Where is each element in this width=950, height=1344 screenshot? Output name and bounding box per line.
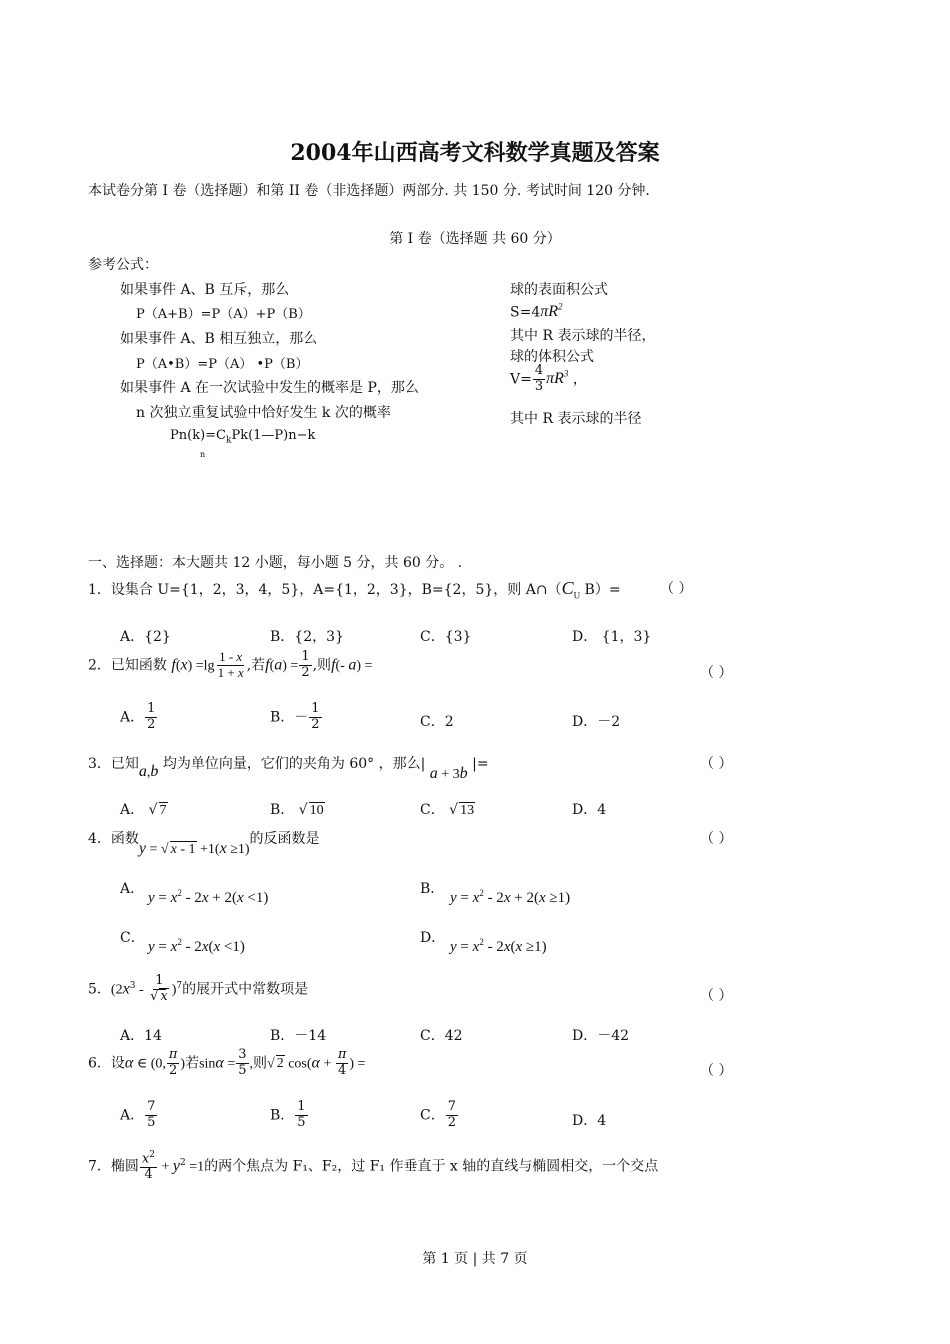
q7-prefix: 7．椭圆 [88,1158,139,1175]
binomial-n: n [200,450,206,459]
q3-option-b: B． √ 10 [270,802,324,818]
q6-prefix: 6．设 [88,1055,125,1072]
q1-option-c: C．{3} [420,629,472,645]
q7-tail: 的两个焦点为 F₁、F₂，过 F₁ 作垂直于 x 轴的直线与椭圆相交，一个交点 [204,1158,659,1175]
formula-left-6: n 次独立重复试验中恰好发生 k 次的概率 [136,405,391,421]
q4-option-d: $y = x^2 - 2x(x \ge 1)$ [450,937,547,955]
binomial-rhs: Pk(1—P)n−k [231,428,316,443]
q3-prefix: 3．已知 [88,756,139,772]
formula-left-4: P（A•B）=P（A） •P（B） [136,357,309,372]
q1-option-d: D． {1，3} [572,629,652,645]
q4-answer-paren: （ ） [700,831,733,847]
question-3: 3．已知a,b 均为单位向量，它们的夹角为 60° ，那么| a + 3b |= [88,756,489,782]
q2-option-b: B．－ $\frac{1}{2}$ [270,701,320,732]
q3-option-c: C． √ 13 [420,802,475,818]
q5-option-c: C．42 [420,1028,463,1044]
sphere-area-rhs: $\pi R^2$ [540,302,563,321]
q2-prefix: 2．已知函数 [88,657,167,674]
q3-option-a: A． √ 7 [120,802,167,818]
binomial-formula [170,428,315,446]
q2-option-c: C．2 [420,714,454,730]
exam-intro: 本试卷分第 I 卷（选择题）和第 II 卷（非选择题）两部分. 共 150 分. 考试时间 120 分钟. [88,183,650,199]
question-7: 7．椭圆 $\frac{x^2}{4}$ + $y^2 =1$的两个焦点为 F₁、F₂，过 F₁ 作垂直于 x 轴的直线与椭圆相交，一个交点 [88,1150,659,1183]
q6-option-a: A． $\frac{7}{5}$ [120,1099,156,1130]
formula-right-4: 球的体积公式 [510,349,594,365]
question-2: 2．已知函数 f(x) =lg $\frac{1 - x}{1 + x}$ ,若f(a) = $\frac{1}{2}$ ,则f(- a) = [88,649,373,680]
q5-tail: 的展开式中常数项是 [182,981,309,998]
q3-answer-paren: （ ） [700,756,733,772]
formula-left-1: 如果事件 A、B 互斥，那么 [120,282,290,298]
q2-option-a: A． $\frac{1}{2}$ [120,701,156,732]
binomial-lhs: Pn(k)=C [170,428,226,443]
q6-mid: 若 [185,1055,200,1072]
section-title: 第 I 卷（选择题 共 60 分） [389,231,561,247]
binomial-k: k [225,435,232,446]
q2-answer-paren: （ ） [700,665,733,681]
q5-option-a: A．14 [120,1028,162,1044]
sphere-area-lhs: S=4 [510,304,541,321]
q1-tail: B）= [584,582,621,598]
question-1 [88,578,621,601]
q6-tail: 则 [253,1055,268,1072]
formula-right-2 [510,302,563,321]
q6-option-c: C． $\frac{7}{2}$ [420,1099,456,1130]
q6-option-d: D．4 [572,1113,607,1129]
formula-right-5: V= $\frac{4}{3}$ $\pi R^3$ ， [510,363,587,394]
q6-answer-paren: （ ） [700,1063,733,1079]
q1-option-a: A．{2} [120,629,171,645]
q4-tail: 的反函数是 [249,831,320,847]
q4-option-c: $y = x^2 - 2x(x <1)$ [148,937,245,955]
q2-option-d: D．－2 [572,714,621,730]
formula-left-2: P（A+B）=P（A）+P（B） [136,307,311,322]
q2-mid: ,若 [246,657,266,674]
q2-tail: ,则 [312,657,332,674]
q1-text: 1．设集合 U={1，2，3，4，5}，A={1，2，3}，B={2，5}，则 A∩（ [88,582,562,598]
formulas-heading: 参考公式： [88,257,158,273]
formula-right-1: 球的表面积公式 [510,282,608,298]
q4-option-b: $y = x^2 - 2x + 2(x \ge 1)$ [450,888,571,906]
q4-option-a-label: A． [120,881,145,897]
q4-option-a: $y = x^2 - 2x + 2(x <1)$ [148,888,269,906]
q6-option-b: B． $\frac{1}{5}$ [270,1099,306,1130]
q4-option-c-label: C． [120,930,145,946]
q4-prefix: 4．函数 [88,831,139,847]
q5-option-b: B．－14 [270,1028,327,1044]
question-4: 4．函数y = √ x - 1 +1(x ≥1)的反函数是 [88,831,320,857]
page-title: 2004年山西高考文科数学真题及答案 [290,140,660,166]
question-6: 6．设α ∈ (0, $\frac{\pi}{2}$ )若sinα = $\frac{3}{5}$ ,则√ 2 cos(α + $\frac{\pi}{4}$ ) = [88,1047,366,1078]
q3-mid: 均为单位向量，它们的夹角为 60° ，那么 [162,756,421,772]
q3-option-d: D．4 [572,802,607,818]
page-footer: 第 1 页 | 共 7 页 [422,1251,528,1267]
q1-option-b: B．{2，3} [270,629,344,645]
sphere-volume-lhs: V= [510,371,532,388]
q5-answer-paren: （ ） [700,988,733,1004]
q4-option-b-label: B． [420,881,445,897]
q1-complement: $C_U$ [561,578,581,601]
part1-heading: 一、选择题：本大题共 12 小题，每小题 5 分，共 60 分。 . [88,555,463,571]
formula-left-3: 如果事件 A、B 相互独立，那么 [120,331,318,347]
q3-tail: |= [472,756,489,772]
q5-prefix: 5． [88,981,111,998]
q5-option-d: D．－42 [572,1028,630,1044]
q1-answer-paren: （ ） [660,581,693,597]
question-5: 5．($2x^3$ - $\frac{1}{√ x}$ )$^7$的展开式中常数项是 [88,973,309,1004]
q4-option-d-label: D． [420,930,446,946]
formula-left-5: 如果事件 A 在一次试验中发生的概率是 P，那么 [120,380,419,396]
formula-right-3: 其中 R 表示球的半径， [510,328,656,344]
formula-right-6: 其中 R 表示球的半径 [510,411,642,427]
q2-formula: f [171,656,176,674]
